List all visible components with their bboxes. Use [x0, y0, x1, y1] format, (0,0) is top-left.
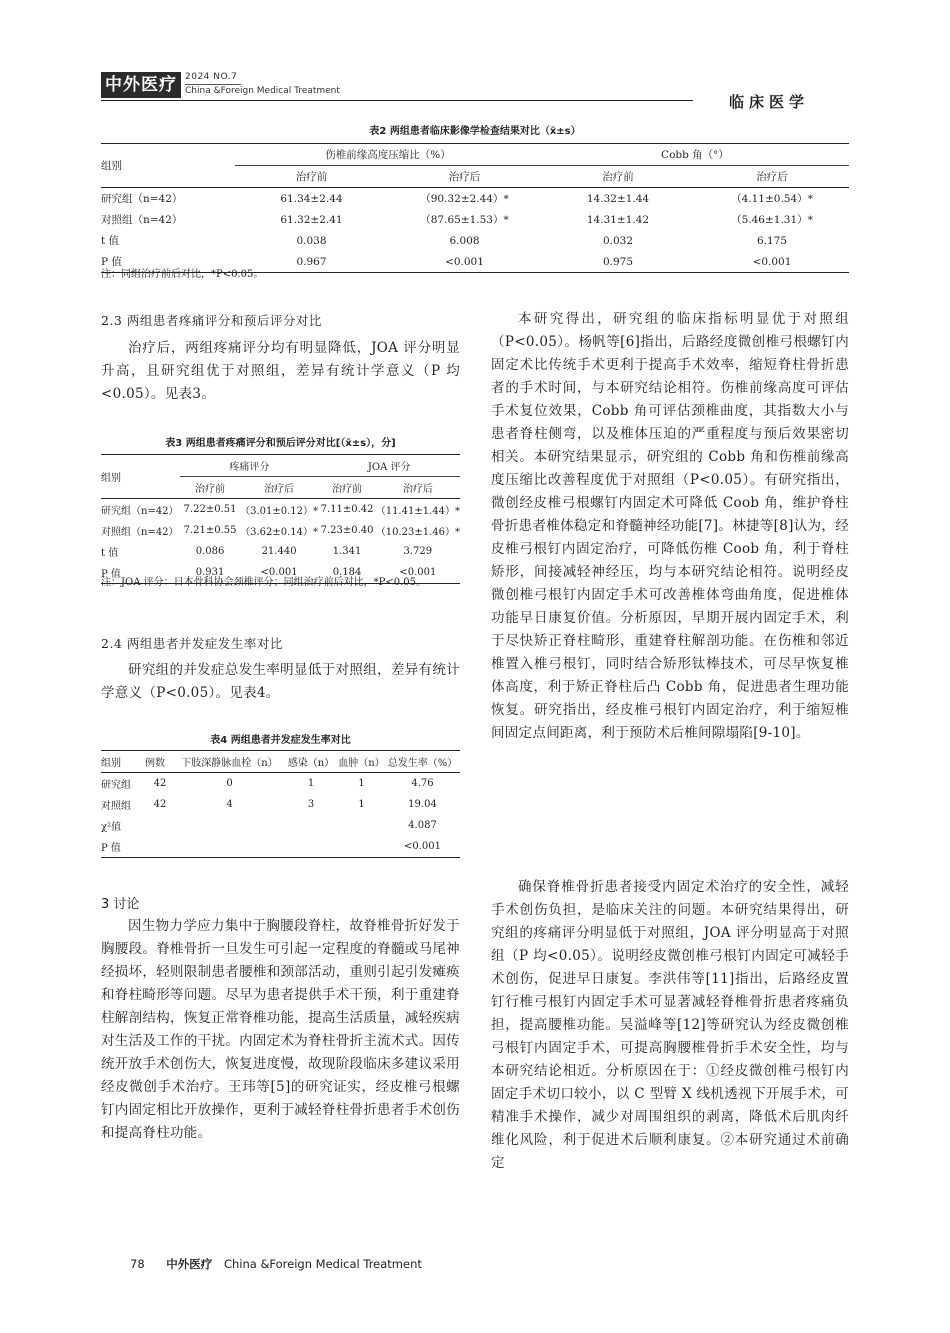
table-row — [101, 541, 460, 562]
table3-note: 注：JOA 评分：日本骨科协会颈椎评分；同组治疗前后对比，*P<0.05。 — [101, 577, 426, 588]
table-cell: 0.975 — [602, 255, 634, 268]
table-header-cell: 例数 — [145, 758, 165, 769]
table-cell: 7.23±0.40 — [320, 525, 374, 536]
section-2-3-title: 2.3 两组患者疼痛评分和预后评分对比 — [101, 313, 322, 328]
table-cell: 1.341 — [332, 546, 362, 557]
table-cell: 研究组（n=42） — [101, 506, 179, 517]
section-tag: 临床医学 — [729, 93, 810, 111]
table-cell: 0 — [226, 778, 233, 789]
table-cell: 0.967 — [296, 255, 327, 268]
table-cell: （3.62±0.14）* — [240, 527, 319, 538]
journal-english-name: China &Foreign Medical Treatment — [185, 86, 340, 96]
table-cell: （4.11±0.54）* — [731, 193, 813, 205]
discussion-paragraph-1: 本研究得出，研究组的临床指标明显优于对照组（P<0.05）。杨帆等[6]指出，后路经度微创椎弓根螺钉内固定术比传统手术更利于提高手术效率，缩短脊柱骨折患者的手术时间，与本研究结论相符。伤椎前缘高度可评估手术复位效果，Cobb 角可评估颈椎曲度，其指数大小与患者脊柱侧弯，以及椎体压迫的严重程度与预后效果密切相关。本研究结果显示，研究组的 Cobb 角和伤椎前缘高度压缩比改善程度优于对照组（P<0.05）。有研究指出，微创经皮椎弓根螺钉内固定术可降低 Coob 角，维护脊柱骨折患者椎体稳定和脊髓神经功能[7]。林捷等[8]认为，经皮椎弓根钉内固定治疗，可降低伤椎 Coob 角，利于脊柱矫形，间接减轻神经压，均与本研究结论相符。说明经皮微创椎弓根钉内固定手术可改善椎体弯曲角度，促进椎体功能早日康复价值。分析原因，早期开展内固定手术，利于尽快矫正脊柱畸形，重建脊柱解剖功能。在伤椎和邻近椎置入椎弓根钉，同时结合矫形钛棒技术，可尽早恢复椎体高度，利于矫正脊柱后凸 Cobb 角，促进患者生理功能恢复。研究指出，经皮椎弓根钉内固定治疗，利于缩短椎间固定点间距离，利于预防术后椎间隙塌陷[9-10]。 — [491, 311, 849, 741]
table-cell: 1 — [358, 799, 365, 810]
table-cell: 研究组 — [101, 780, 131, 791]
table-cell: t 值 — [101, 548, 119, 559]
table3-sub-before: 治疗前 — [332, 484, 363, 495]
table3-sub-after: 治疗后 — [264, 484, 295, 495]
table4-caption: 表4 两组患者并发症发生率对比 — [210, 735, 351, 746]
section-2-4-title: 2.4 两组患者并发症发生率对比 — [101, 636, 283, 651]
table-header-cell: 总发生率（%） — [387, 758, 458, 769]
table-cell: <0.001 — [260, 567, 298, 578]
table-cell — [175, 815, 284, 836]
table-cell: t 值 — [101, 235, 120, 247]
table-cell: 4.76 — [411, 778, 434, 789]
table-cell: 4.087 — [408, 820, 437, 831]
table2-sub-after: 治疗后 — [448, 171, 481, 183]
table-cell: P 值 — [101, 569, 121, 580]
table-cell: <0.001 — [752, 255, 792, 268]
table-cell: <0.001 — [403, 841, 441, 852]
table2-col-group-cobb: Cobb 角（°） — [541, 144, 849, 166]
table-cell — [284, 815, 338, 836]
table-header-cell: 下肢深静脉血栓（n） — [181, 758, 278, 769]
table-cell: （3.01±0.12）* — [240, 506, 319, 517]
table-cell: 21.440 — [261, 546, 297, 557]
table-cell: <0.001 — [399, 567, 437, 578]
table-row — [101, 773, 460, 795]
table-cell: 7.11±0.42 — [320, 504, 374, 515]
table-cell: 7.22±0.51 — [183, 504, 237, 515]
table-row — [101, 230, 849, 251]
table-cell — [338, 815, 385, 836]
table-cell: P 值 — [101, 256, 122, 268]
table-cell: 1 — [358, 778, 365, 789]
table2-group-header: 组别 — [101, 160, 122, 172]
table2-sub-after: 治疗后 — [756, 171, 788, 183]
table-cell: 14.31±1.42 — [586, 213, 650, 226]
table-cell: 研究组（n=42） — [101, 193, 183, 205]
table-row — [101, 815, 460, 836]
table-cell: 14.32±1.44 — [586, 192, 650, 205]
table-cell: （11.41±1.44）* — [375, 506, 460, 517]
table3-col-group-joa: JOA 评分 — [318, 455, 460, 477]
table-header-cell: 感染（n） — [287, 758, 335, 769]
table-cell: 42 — [153, 799, 167, 810]
table-row — [101, 520, 460, 541]
table-cell: 0.032 — [602, 234, 634, 247]
footer-journal-cn: 中外医疗 — [166, 1257, 213, 1271]
table-cell: 7.21±0.55 — [183, 525, 237, 536]
section-2-3-paragraph: 治疗后，两组疼痛评分均有明显降低，JOA 评分明显升高，且研究组优于对照组，差异有统计学意义（P 均<0.05）。见表3。 — [101, 340, 460, 402]
table-row — [101, 499, 460, 521]
table-cell: 对照组（n=42） — [101, 214, 183, 226]
section-2-4-paragraph: 研究组的并发症总发生率明显低于对照组，差异有统计学意义（P<0.05）。见表4。 — [101, 662, 460, 701]
table-cell: 3.729 — [403, 546, 433, 557]
table-cell: 61.32±2.41 — [280, 213, 343, 226]
table2-caption: 表2 两组患者临床影像学检查结果对比（x̄±s） — [369, 126, 581, 137]
table-cell: （10.23±1.46）* — [375, 527, 460, 538]
table-cell — [145, 836, 175, 858]
table2-note: 注：同组治疗前后对比，*P<0.05。 — [101, 269, 264, 280]
table3-group-header: 组别 — [101, 473, 121, 484]
table4 — [101, 750, 460, 858]
table-cell: χ²值 — [101, 822, 122, 833]
table-cell: （87.65±1.53）* — [420, 214, 509, 226]
table-cell: 6.175 — [756, 234, 788, 247]
table3 — [101, 454, 460, 584]
discussion-paragraph-2: 确保脊椎骨折患者接受内固定术治疗的安全性，减轻手术创伤负担，是临床关注的问题。本研究结果得出，研究组的疼痛评分明显低于对照组，JOA 评分明显高于对照组（P 均<0.05）。说明经皮微创椎弓根钉内固定可减轻手术创伤，促进早日康复。李洪伟等[11]指出，后路经皮置钉行椎弓根钉内固定手术可显著减轻脊椎骨折患者疼痛负担，提高腰椎功能。吴溢峰等[12]等研究认为经皮微创椎弓根钉内固定手术，可提高胸腰椎骨折手术安全性，均与本研究结论相近。分析原因在于：①经皮微创椎弓根钉内固定手术切口较小，以 C 型臂 X 线机透视下开展手术，可精准手术操作，减少对周围组织的剥离，降低术后肌肉纤维化风险，利于促进术后顺利康复。②本研究通过术前确定 — [491, 879, 849, 1171]
table-row — [101, 794, 460, 815]
table-cell: 6.008 — [449, 234, 480, 247]
section-3-title: 3 讨论 — [101, 897, 140, 912]
table-cell: 1 — [307, 778, 315, 789]
table3-sub-before: 治疗前 — [195, 484, 225, 495]
table-row — [101, 188, 849, 210]
footer-journal-en: China &Foreign Medical Treatment — [223, 1257, 422, 1271]
table-cell: <0.001 — [445, 255, 484, 268]
table-cell: 0.038 — [296, 234, 327, 247]
table-cell — [145, 815, 175, 836]
table-header-row — [101, 751, 460, 773]
table-header-cell: 血肿（n） — [338, 758, 385, 769]
table-cell: 42 — [153, 778, 167, 789]
table-cell — [338, 836, 385, 858]
page-footer — [130, 1256, 422, 1272]
table-cell: 0.184 — [332, 567, 362, 578]
table-cell: 对照组（n=42） — [101, 527, 179, 538]
table-cell: 0.931 — [195, 567, 225, 578]
table3-sub-after: 治疗后 — [402, 484, 433, 495]
table-cell: 3 — [307, 799, 315, 810]
header-rule — [101, 100, 693, 101]
table2-sub-before: 治疗前 — [602, 171, 634, 183]
table-cell: （5.46±1.31）* — [731, 214, 813, 226]
page-number: 78 — [130, 1257, 145, 1271]
header-divider — [185, 84, 241, 85]
table-row — [101, 836, 460, 858]
table-cell: 对照组 — [101, 801, 131, 812]
table3-caption: 表3 两组患者疼痛评分和预后评分对比[（x̄±s），分] — [165, 438, 396, 449]
table2-sub-before: 治疗前 — [295, 171, 328, 183]
table3-col-group-pain: 疼痛评分 — [180, 455, 318, 477]
table-cell: 4 — [226, 799, 233, 810]
table-cell: 19.04 — [408, 799, 437, 810]
table-cell: P 值 — [101, 843, 121, 854]
table-cell — [175, 836, 284, 858]
table2 — [101, 143, 849, 273]
table-cell: （90.32±2.44）* — [420, 193, 509, 205]
table-cell: 0.086 — [195, 546, 225, 557]
table2-col-group-compression: 伤椎前缘高度压缩比（%） — [235, 144, 541, 166]
table-cell — [284, 836, 338, 858]
table-header-cell: 组别 — [101, 758, 121, 769]
issue-number: 2024 NO.7 — [185, 72, 238, 82]
journal-logo: 中外医疗 — [101, 72, 181, 98]
table-cell: 61.34±2.44 — [280, 192, 343, 205]
table-row — [101, 209, 849, 230]
section-3-paragraph: 因生物力学应力集中于胸腰段脊柱，故脊椎骨折好发于胸腰段。脊椎骨折一旦发生可引起一定程度的脊髓或马尾神经损坏，轻则限制患者腰椎和颈部活动，重则引起引发瘫痪和脊柱畸形等问题。尽早为患者提供手术干预，利于重建脊柱解剖结构，恢复正常脊椎功能，提高生活质量，减轻疾病对生活及工作的干扰。内固定术为脊柱骨折主流术式。因传统开放手术创伤大，恢复进度慢，故现阶段临床多建议采用经皮微创手术治疗。王玮等[5]的研究证实，经皮椎弓根螺钉内固定相比开放操作，更利于减轻脊柱骨折患者手术创伤和提高脊柱功能。 — [101, 918, 460, 1141]
